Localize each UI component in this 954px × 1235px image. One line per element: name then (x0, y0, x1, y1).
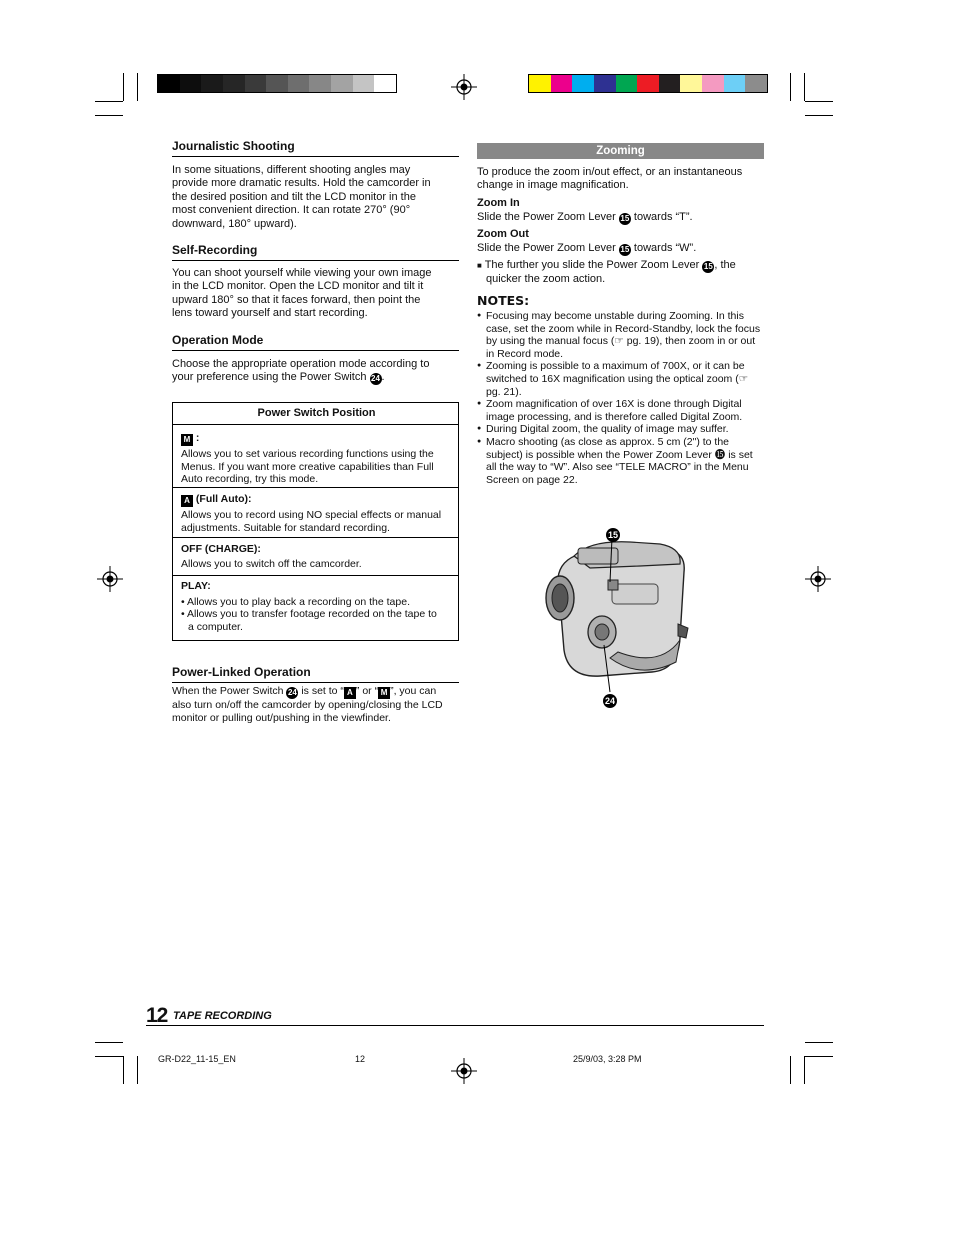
registration-mark-icon (97, 566, 123, 592)
text-line: Auto recording, try this mode. (181, 473, 319, 486)
zooming-section-header: Zooming (477, 143, 764, 159)
color-swatch (266, 75, 288, 92)
self-recording-text (172, 267, 462, 321)
crop-mark (804, 1056, 805, 1084)
operation-mode-text (172, 358, 462, 385)
zoom-lever-ref-badge: 15 (703, 262, 713, 271)
crop-mark (805, 115, 833, 116)
table-row-auto (181, 493, 452, 534)
journalistic-text (172, 164, 462, 231)
crop-mark (95, 115, 123, 116)
registration-mark-icon (451, 1058, 477, 1084)
text-span: your preference using the Power Switch (172, 371, 367, 384)
crop-mark (790, 73, 791, 101)
crop-mark (95, 101, 123, 102)
heading-rule (172, 682, 459, 683)
table-divider (173, 424, 458, 425)
crop-mark (123, 73, 124, 101)
color-swatch (702, 75, 724, 92)
color-swatch (158, 75, 180, 92)
print-date: 25/9/03, 3:28 PM (573, 1054, 642, 1064)
color-swatch (529, 75, 551, 92)
text-line: To produce the zoom in/out effect, or an instantaneous (477, 166, 743, 178)
heading-rule (172, 260, 459, 261)
text-line: You can shoot yourself while viewing your own image (172, 267, 432, 279)
text-line: Menus. If you want more creative capabilities than Full (181, 460, 434, 473)
color-swatch (551, 75, 573, 92)
zoom-lever-ref-badge: 15 (620, 214, 630, 224)
switch-ref-badge: 24 (287, 688, 297, 697)
color-swatch (309, 75, 331, 92)
table-row-manual (181, 432, 452, 486)
text-span: , the (714, 259, 736, 271)
text-line: provide more dramatic results. Hold the camcorder in (172, 177, 431, 190)
color-swatch (331, 75, 353, 92)
color-swatch (288, 75, 310, 92)
note-item: ● Zoom magnification of over 16X is done through Digital image processing, and is therefore called Digital Zoom. (477, 398, 764, 423)
heading-operation-mode: Operation Mode (172, 333, 264, 347)
color-swatch (745, 75, 767, 92)
text-line: In some situations, different shooting angles may (172, 164, 411, 176)
text-line: downward, 180° upward). (172, 217, 297, 230)
auto-mode-icon: A (181, 495, 193, 507)
row-label (181, 493, 452, 507)
callout-24-badge: 24 (604, 696, 615, 706)
color-swatch (374, 75, 396, 92)
text-line: a computer. (188, 620, 243, 633)
file-name: GR-D22_11-15_EN (158, 1054, 236, 1064)
switch-ref-badge: 24 (371, 374, 380, 384)
text-span: ”, you can (390, 685, 437, 697)
text-span: towards “W”. (633, 242, 697, 255)
table-header: Power Switch Position (257, 407, 376, 419)
heading-journalistic-shooting: Journalistic Shooting (172, 139, 295, 153)
text-line: • Allows you to play back a recording on the tape. (181, 595, 410, 608)
sheet-number: 12 (355, 1054, 366, 1064)
heading-power-linked-operation: Power-Linked Operation (172, 665, 311, 679)
manual-mode-icon: M (181, 434, 193, 446)
text-span: The further you slide the Power Zoom Lever (484, 259, 700, 271)
crop-mark (805, 1042, 833, 1043)
text-span: . (381, 371, 385, 384)
square-bullet-icon: ■ (477, 261, 482, 270)
note-item: ● Focusing may become unstable during Zooming. In this case, set the zoom while in Record-Standby, lock the focus by using the manual focus (☞ pg. 19), then zoom in or out in Record mode. (477, 310, 764, 360)
table-divider (173, 487, 458, 488)
power-linked-text (172, 685, 464, 724)
note-item: ● During Digital zoom, the quality of image may suffer. (477, 423, 764, 436)
text-line: change in image magnification. (477, 179, 629, 192)
notes-heading: NOTES: (477, 293, 530, 308)
camcorder-illustration (540, 520, 690, 710)
text-span: When the Power Switch (172, 685, 284, 697)
power-switch-table (172, 402, 459, 641)
text-line: adjustments. Suitable for standard recording. (181, 521, 390, 534)
text-line: monitor or pulling out/pushing in the viewfinder. (172, 711, 391, 724)
text-line: also turn on/off the camcorder by opening/closing the LCD (172, 699, 443, 711)
text-line (172, 371, 462, 385)
text-line: Choose the appropriate operation mode according to (172, 358, 430, 370)
text-line (477, 211, 767, 225)
text-line: • Allows you to transfer footage recorded on the tape to (181, 608, 437, 621)
note-item: ● Macro shooting (as close as approx. 5 cm (2") to the subject) is possible when the Power Zoom Lever ⓯ is set all the way to “W”. Also see “TELE MACRO” in the Menu Screen on page 22. (477, 436, 764, 486)
color-swatch (201, 75, 223, 92)
color-swatch (180, 75, 202, 92)
crop-mark (805, 101, 833, 102)
heading-self-recording: Self-Recording (172, 243, 258, 257)
colon: : (195, 432, 200, 444)
text-line: Allows you to switch off the camcorder. (181, 557, 362, 570)
crop-mark (95, 1042, 123, 1043)
table-row-play (181, 580, 452, 633)
zooming-intro (477, 166, 767, 193)
color-swatch (724, 75, 746, 92)
color-swatch (616, 75, 638, 92)
color-swatch (680, 75, 702, 92)
row-label-text: (Full Auto): (195, 493, 252, 505)
color-swatch (245, 75, 267, 92)
heading-rule (172, 156, 459, 157)
crop-mark (790, 1056, 791, 1084)
text-line: lens toward yourself and start recording. (172, 307, 368, 320)
table-row-off (181, 543, 452, 570)
registration-mark-icon (805, 566, 831, 592)
zoom-out-label: Zoom Out (477, 228, 529, 240)
zoom-lever-ref-badge: 15 (620, 245, 630, 255)
section-label: TAPE RECORDING (173, 1010, 272, 1022)
color-swatch (572, 75, 594, 92)
text-span: Slide the Power Zoom Lever (477, 211, 616, 224)
row-label: OFF (CHARGE): (181, 543, 261, 555)
grayscale-calibration-bar (157, 74, 397, 93)
text-line: Allows you to set various recording functions using the (181, 448, 434, 460)
row-label: PLAY: (181, 580, 211, 592)
text-line (172, 685, 464, 699)
text-line: the desired position and tilt the LCD monitor in the (172, 190, 416, 203)
text-line (477, 242, 767, 256)
crop-mark (137, 73, 138, 101)
text-span: towards “T”. (633, 211, 693, 224)
crop-mark (804, 73, 805, 101)
manual-mode-icon: M (378, 687, 390, 699)
text-span: Slide the Power Zoom Lever (477, 242, 616, 255)
crop-mark (805, 1056, 833, 1057)
page-number: 12 (146, 1004, 168, 1027)
color-swatch (353, 75, 375, 92)
color-swatch (223, 75, 245, 92)
crop-mark (123, 1056, 124, 1084)
color-swatch (637, 75, 659, 92)
heading-rule (172, 350, 459, 351)
crop-mark (95, 1056, 123, 1057)
text-line: Allows you to record using NO special effects or manual (181, 509, 442, 521)
notes-list (477, 310, 764, 486)
zoom-in-block (477, 197, 767, 225)
text-line: upward 180° so that it faces forward, then point the (172, 293, 421, 306)
zoom-in-label: Zoom In (477, 197, 520, 209)
text-line: quicker the zoom action. (486, 273, 606, 285)
footer-rule (146, 1025, 764, 1026)
text-span: ” or “ (355, 685, 379, 697)
text-line: in the LCD monitor. Open the LCD monitor and tilt it (172, 280, 424, 293)
callout-15-badge: 15 (607, 530, 618, 540)
text-line (477, 259, 767, 273)
color-swatch (659, 75, 681, 92)
row-label (181, 432, 452, 446)
color-swatch (594, 75, 616, 92)
zoom-speed-note (477, 259, 767, 286)
table-divider (173, 537, 458, 538)
text-line: most convenient direction. It can rotate 270° (90° (172, 204, 411, 217)
auto-mode-icon: A (344, 687, 356, 699)
color-calibration-bar (528, 74, 768, 93)
zoom-out-block (477, 228, 767, 256)
registration-mark-icon (451, 74, 477, 100)
text-span: is set to “ (301, 685, 344, 697)
crop-mark (137, 1056, 138, 1084)
table-divider (173, 575, 458, 576)
note-item: ● Zooming is possible to a maximum of 700X, or it can be switched to 16X magnification using the optical zoom (☞ pg. 21). (477, 360, 764, 398)
